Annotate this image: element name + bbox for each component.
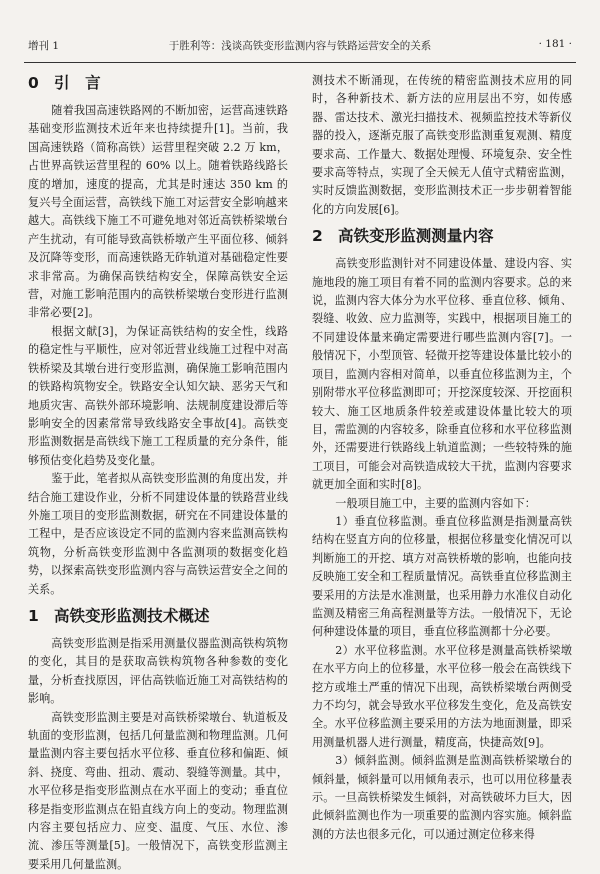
section-2-paragraph-1: 高铁变形监测针对不同建设体量、建设内容、实施地段的施工项目有着不同的监测内容要求。总的来说，监测内容大体分为水平位移、垂直位移、倾角、裂缝、收敛、应力监测等，实践中，根据项目施工的不同建设体量来确定需要进行哪些监测内容[7]。一般情况下，小型顶管、轻微开挖等建设体量比较小的项目，监测内容相对简单，以垂直位移监测为主，个别附带水平位移监测即可；开挖深度较深、开挖面积较大、施工区地质条件较差或建设体量比较大的项目，需监测的内容较多，除垂直位移和水平位移监测外，还需要进行铁路线上轨道监测；一些较特殊的施工项目，可能会对高铁造成较大干扰，监测内容要求就更加全面和实时[8]。	[312, 257, 572, 492]
section-1-continued-paragraph: 测技术不断涌现，在传统的精密监测技术应用的同时，各种新技术、新方法的应用层出不穷，如传感器、雷达技术、激光扫描技术、视频监控技术等新仪器的投入，逐渐克服了高铁变形监测重复观测、精度要求高、工作量大、数据处理慢、环境复杂、安全性要求高等特点，实现了全天候无人值守式精密监测，实时反馈监测数据，变形监测技术正一步步朝着智能化的方向发展[6]。	[312, 74, 572, 216]
intro-paragraph-1: 随着我国高速铁路网的不断加密，运营高速铁路基础变形监测技术近年来也持续提升[1]。当前，我国高速铁路（简称高铁）运营里程突破 2.2 万 km，占世界高铁运营里程的 60% 以上。随着铁路线路长度的增加，速度的提高，尤其是时速达 350 km 的复兴号全面运营，高铁线下施工对运营安全影响越来越大。高铁线下施工不可避免地对邻近高铁桥梁墩台产生扰动，有可能导致高铁桥墩产生平面位移、倾斜及沉降等变形，而高速铁路无砟轨道对基础稳定性要求非常高。为确保高铁结构安全，保障高铁安全运营，对施工影响范围内的高铁桥梁墩台变形进行监测非常必要[2]。	[28, 104, 288, 320]
section-2-paragraph-2: 一般项目施工中，主要的监测内容如下：	[335, 496, 536, 510]
running-title: 于胜利等：浅谈高铁变形监测内容与铁路运营安全的关系	[168, 40, 432, 52]
list-item-tilt-monitoring: 3）倾斜监测。倾斜监测是监测高铁桥梁墩台的倾斜量，倾斜量可以用倾角表示，也可以用位移量表示。一旦高铁桥梁发生倾斜，对高铁破坏力巨大，因此倾斜监测也作为一项重要的监测内容实施。倾斜监测的方法也很多元化，可以通过测定位移来得	[312, 754, 572, 841]
right-column	[312, 72, 572, 862]
section-0-number: 0	[28, 74, 39, 92]
header-rule	[24, 62, 576, 63]
section-1-paragraph-2: 高铁变形监测主要是对高铁桥梁墩台、轨道板及轨面的变形监测，包括几何量监测和物理监测。几何量监测内容主要包括水平位移、垂直位移和偏距、倾斜、挠度、弯曲、扭动、震动、裂缝等测量。其中，水平位移是指变形监测点在水平面上的变动；垂直位移是指变形监测点在铅直线方向上的变动。物理监测内容主要包括应力、应变、温度、气压、水位、渗流、渗压等测量[5]。一般情况下，高铁变形监测主要采用几何量监测。	[28, 710, 288, 871]
list-item-vertical-displacement: 1）垂直位移监测。垂直位移监测是指测量高铁结构在竖直方向的位移量，根据位移量变化情况可以判断施工的开挖、填方对高铁桥墩的影响，也能向技反映施工安全和工程质量情况。高铁垂直位移监测主要采用的方法是水准测量，也采用静力水准仪自动化监测及精密三角高程测量等方法。一般情况下，无论何种建设体量的项目，垂直位移监测都十分必要。	[312, 514, 572, 639]
running-header	[28, 38, 572, 58]
section-1-paragraph-1: 高铁变形监测是指采用测量仪器监测高铁构筑物的变化，其目的是获取高铁构筑物各种参数的变化量，分析查找原因，评估高铁临近施工对高铁结构的影响。	[28, 636, 288, 706]
section-0-heading	[28, 72, 288, 94]
journal-issue: 增刊 1	[28, 40, 60, 52]
section-0-title: 引 言	[54, 74, 101, 92]
section-1-title: 高铁变形监测技术概述	[54, 606, 210, 625]
left-column	[28, 72, 288, 871]
intro-paragraph-2: 根据文献[3]，为保证高铁结构的安全性，线路的稳定性与平顺性，应对邻近营业线施工过程中对高铁桥梁及其墩台进行变形监测，确保施工影响范围内的铁路构筑物安全。铁路安全认知欠缺、恶劣天气和地质灾害、高铁外部环境影响、法规制度建设滞后等影响安全的因素常常导致线路安全事故[4]。高铁变形监测数据是高铁线下施工工程质量的充分条件，能够预估变化趋势及变化量。	[28, 324, 288, 467]
page-number: · 181 ·	[538, 38, 572, 50]
list-item-horizontal-displacement: 2）水平位移监测。水平位移是测量高铁桥梁墩在水平方向上的位移量，水平位移一般会在高铁线下挖方或堆土严重的情况下出现，高铁桥梁墩台两侧受力不均匀，就会导致水平位移发生变化，危及高铁安全。水平位移监测主要采用的方法为地面测量，即采用测量机器人进行测量，精度高，快捷高效[9]。	[312, 643, 572, 749]
section-1-number: 1	[28, 606, 39, 625]
section-2-title: 高铁变形监测测量内容	[338, 227, 494, 246]
intro-paragraph-3: 鉴于此，笔者拟从高铁变形监测的角度出发，并结合施工建设作业，分析不同建设体量的铁路营业线外施工项目的变形监测数据，研究在不同建设体量的工程中，是否应该设定不同的监测内容来监测高铁构筑物，分析高铁变形监测中各监测项的数据变化趋势，以探索高铁变形监测内容与高铁运营安全之间的关系。	[28, 472, 288, 596]
section-1-heading	[28, 605, 288, 627]
section-2-number: 2	[312, 227, 323, 246]
section-2-heading	[312, 225, 572, 247]
